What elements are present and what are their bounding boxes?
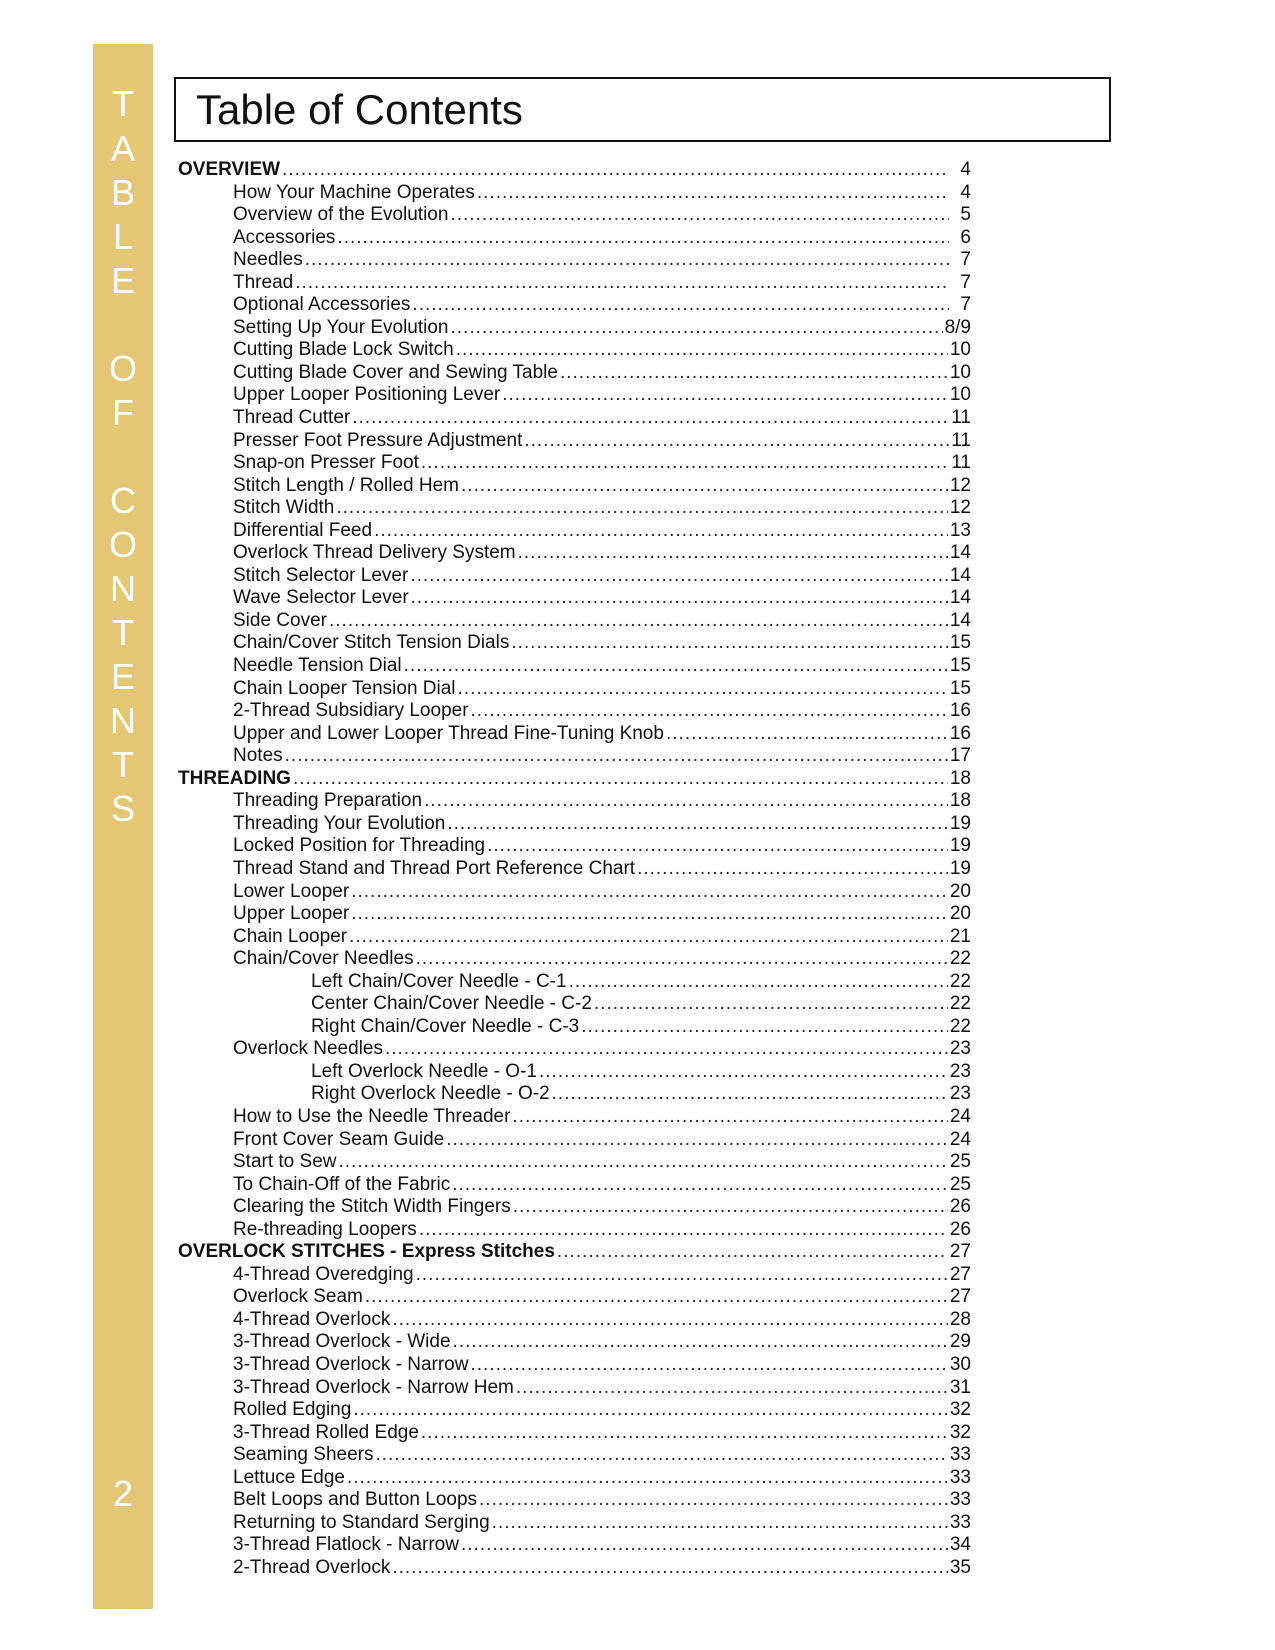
toc-list — [178, 159, 971, 1579]
toc-page-number: 33 — [949, 1466, 971, 1488]
toc-entry-label: Cutting Blade Lock Switch — [233, 339, 454, 361]
toc-entry[interactable] — [178, 1061, 971, 1084]
toc-entry[interactable] — [178, 1016, 971, 1039]
sidebar-letter: E — [110, 656, 135, 697]
toc-page-number: 7 — [960, 294, 971, 316]
toc-entry[interactable] — [178, 903, 971, 926]
dot-leader — [351, 903, 948, 926]
toc-page-number: 17 — [949, 745, 971, 767]
dot-leader — [479, 1489, 948, 1512]
dot-leader — [424, 790, 948, 813]
dot-leader — [513, 1196, 948, 1219]
dot-leader — [351, 881, 948, 904]
toc-page-number: 27 — [949, 1286, 971, 1308]
dot-leader — [305, 249, 949, 272]
toc-entry-label: 3-Thread Rolled Edge — [233, 1421, 419, 1443]
toc-page-number: 35 — [949, 1556, 971, 1578]
toc-entry[interactable] — [178, 1331, 971, 1354]
toc-entry-label: Overlock Seam — [233, 1286, 363, 1308]
toc-entry-label: Thread Cutter — [233, 407, 351, 429]
dot-leader — [450, 204, 949, 227]
toc-entry[interactable] — [178, 1264, 971, 1287]
toc-entry-label: Front Cover Seam Guide — [233, 1128, 445, 1150]
dot-leader — [385, 1038, 948, 1061]
toc-page-number: 4 — [960, 159, 971, 180]
dot-leader — [447, 813, 948, 836]
toc-page-number: 12 — [949, 474, 971, 496]
toc-entry[interactable] — [178, 813, 971, 836]
dot-leader — [487, 835, 948, 858]
toc-entry[interactable] — [178, 881, 971, 904]
toc-page-number: 12 — [949, 497, 971, 519]
toc-entry[interactable] — [178, 1489, 971, 1512]
dot-leader — [471, 700, 948, 723]
toc-entry[interactable] — [178, 1444, 971, 1467]
toc-entry[interactable] — [178, 1422, 971, 1445]
toc-entry-label: Notes — [233, 745, 283, 767]
toc-entry[interactable] — [178, 452, 971, 475]
toc-entry-label: Overlock Thread Delivery System — [233, 542, 516, 564]
toc-entry-label: 4-Thread Overedging — [233, 1263, 414, 1285]
dot-leader — [329, 610, 948, 633]
toc-entry[interactable] — [178, 745, 971, 768]
toc-entry-label: Needle Tension Dial — [233, 655, 402, 677]
toc-page-number: 19 — [949, 812, 971, 834]
toc-entry-label: Chain/Cover Stitch Tension Dials — [233, 632, 510, 654]
dot-leader — [353, 1399, 948, 1422]
toc-entry[interactable] — [178, 700, 971, 723]
toc-entry[interactable] — [178, 1354, 971, 1377]
toc-entry-label: Lettuce Edge — [233, 1466, 345, 1488]
sidebar-letter: O — [108, 524, 137, 565]
toc-entry-label: Wave Selector Lever — [233, 587, 409, 609]
toc-entry-label: Stitch Width — [233, 497, 335, 519]
dot-leader — [502, 384, 948, 407]
toc-entry-label: Left Overlock Needle - O-1 — [311, 1060, 537, 1082]
toc-page-number: 20 — [949, 880, 971, 902]
toc-page-number: 33 — [949, 1489, 971, 1511]
toc-entry-label: Upper Looper — [233, 903, 350, 925]
toc-entry-label: Rolled Edging — [233, 1399, 352, 1421]
dot-leader — [518, 542, 948, 565]
toc-entry-label: THREADING — [178, 767, 291, 789]
toc-page-number: 21 — [949, 925, 971, 947]
toc-entry[interactable] — [178, 587, 971, 610]
toc-entry[interactable] — [178, 993, 971, 1016]
dot-leader — [539, 1061, 948, 1084]
dot-leader — [492, 1512, 948, 1535]
toc-entry[interactable] — [178, 1038, 971, 1061]
toc-page-number: 30 — [949, 1353, 971, 1375]
toc-section-heading[interactable] — [178, 159, 971, 182]
dot-leader — [458, 678, 948, 701]
toc-page-number: 18 — [949, 790, 971, 812]
dot-leader — [594, 993, 948, 1016]
toc-section-heading[interactable] — [178, 1241, 971, 1264]
dot-leader — [581, 1016, 948, 1039]
toc-entry-label: Optional Accessories — [233, 294, 411, 316]
toc-entry-label: Needles — [233, 249, 303, 271]
toc-page-number: 24 — [949, 1105, 971, 1127]
toc-entry-label: Chain Looper — [233, 925, 348, 947]
toc-entry[interactable] — [178, 1377, 971, 1400]
toc-entry[interactable] — [178, 362, 971, 385]
toc-entry-label: Right Overlock Needle - O-2 — [311, 1083, 550, 1105]
toc-entry[interactable] — [178, 610, 971, 633]
toc-entry[interactable] — [178, 678, 971, 701]
toc-page-number: 26 — [949, 1196, 971, 1218]
toc-entry[interactable] — [178, 520, 971, 543]
toc-entry[interactable] — [178, 317, 971, 340]
dot-leader — [511, 632, 948, 655]
toc-entry-label: How Your Machine Operates — [233, 181, 475, 203]
toc-entry-label: Center Chain/Cover Needle - C-2 — [311, 993, 592, 1015]
toc-entry-label: Snap-on Presser Foot — [233, 452, 419, 474]
toc-entry[interactable] — [178, 1083, 971, 1106]
toc-page-number: 22 — [949, 948, 971, 970]
toc-page-number: 32 — [949, 1421, 971, 1443]
dot-leader — [421, 1422, 948, 1445]
toc-page-number: 33 — [949, 1444, 971, 1466]
toc-entry-label: Lower Looper — [233, 880, 350, 902]
toc-page-number: 7 — [960, 271, 971, 293]
toc-page-number: 6 — [960, 226, 971, 248]
dot-leader — [374, 520, 948, 543]
toc-entry[interactable] — [178, 475, 971, 498]
toc-entry-label: Thread Stand and Thread Port Reference Chart — [233, 857, 636, 879]
toc-page-number: 32 — [949, 1399, 971, 1421]
dot-leader — [347, 1467, 948, 1490]
dot-leader — [392, 1557, 948, 1580]
dot-leader — [461, 475, 948, 498]
toc-page-number: 28 — [949, 1308, 971, 1330]
dot-leader — [337, 227, 949, 250]
toc-page-number: 15 — [949, 677, 971, 699]
toc-entry-label: Start to Sew — [233, 1151, 337, 1173]
dot-leader — [295, 272, 949, 295]
toc-page-number: 18 — [949, 767, 971, 789]
toc-page-number: 19 — [949, 835, 971, 857]
toc-page-number: 14 — [949, 609, 971, 631]
toc-entry[interactable] — [178, 565, 971, 588]
toc-entry-label: OVERLOCK STITCHES - Express Stitches — [178, 1241, 555, 1263]
dot-leader — [470, 1354, 947, 1377]
dot-leader — [352, 407, 949, 430]
toc-page-number: 8/9 — [944, 316, 971, 338]
toc-entry[interactable] — [178, 272, 971, 295]
dot-leader — [456, 339, 948, 362]
toc-page-number: 4 — [960, 181, 971, 203]
toc-page-number: 14 — [949, 542, 971, 564]
toc-entry[interactable] — [178, 1534, 971, 1557]
toc-entry[interactable] — [178, 1399, 971, 1422]
toc-page-number: 23 — [949, 1083, 971, 1105]
sidebar-band — [93, 44, 153, 1609]
toc-page-number: 14 — [949, 564, 971, 586]
toc-entry-label: Stitch Selector Lever — [233, 564, 409, 586]
toc-entry-label: OVERVIEW — [178, 159, 281, 180]
dot-leader — [461, 1534, 948, 1557]
dot-leader — [365, 1286, 948, 1309]
toc-page-number: 31 — [949, 1376, 971, 1398]
toc-entry-label: Re-threading Loopers — [233, 1218, 417, 1240]
toc-page-number: 22 — [949, 1015, 971, 1037]
dot-leader — [285, 745, 948, 768]
toc-page-number: 11 — [951, 429, 971, 451]
toc-entry[interactable] — [178, 204, 971, 227]
toc-entry-label: How to Use the Needle Threader — [233, 1105, 511, 1127]
toc-page-number: 19 — [949, 857, 971, 879]
toc-page-number: 15 — [949, 632, 971, 654]
dot-leader — [552, 1083, 948, 1106]
dot-leader — [560, 362, 948, 385]
toc-entry[interactable] — [178, 497, 971, 520]
toc-entry-label: Chain/Cover Needles — [233, 948, 414, 970]
dot-leader — [392, 1309, 948, 1332]
toc-entry[interactable] — [178, 249, 971, 272]
sidebar-letter: L — [112, 216, 134, 257]
sidebar-letter: N — [110, 568, 136, 609]
toc-entry[interactable] — [178, 723, 971, 746]
toc-entry[interactable] — [178, 790, 971, 813]
sidebar-letter: A — [110, 128, 135, 169]
toc-entry-label: Side Cover — [233, 609, 327, 631]
sidebar-letter: T — [112, 744, 134, 785]
toc-entry-label: Seaming Sheers — [233, 1444, 374, 1466]
toc-entry[interactable] — [178, 1309, 971, 1332]
toc-entry[interactable] — [178, 1557, 971, 1580]
toc-entry[interactable] — [178, 971, 971, 994]
toc-page-number: 34 — [949, 1534, 971, 1556]
toc-entry[interactable] — [178, 926, 971, 949]
toc-page-number: 11 — [951, 452, 971, 474]
dot-leader — [349, 926, 948, 949]
dot-leader — [666, 723, 948, 746]
toc-entry[interactable] — [178, 1219, 971, 1242]
toc-page-number: 16 — [949, 700, 971, 722]
dot-leader — [412, 294, 949, 317]
toc-entry-label: Differential Feed — [233, 519, 373, 541]
toc-entry-label: 3-Thread Overlock - Narrow — [233, 1353, 469, 1375]
sidebar-letter: T — [112, 83, 134, 124]
sidebar-letter: F — [112, 392, 134, 433]
toc-entry-label: Cutting Blade Cover and Sewing Table — [233, 361, 558, 383]
toc-entry-label: 2-Thread Overlock — [233, 1556, 391, 1578]
toc-section-heading[interactable] — [178, 768, 971, 791]
toc-page-number: 14 — [949, 587, 971, 609]
toc-entry[interactable] — [178, 1512, 971, 1535]
page-title: Table of Contents — [196, 86, 523, 133]
toc-entry[interactable] — [178, 1286, 971, 1309]
toc-entry[interactable] — [178, 542, 971, 565]
dot-leader — [404, 655, 948, 678]
toc-entry-label: Upper and Lower Looper Thread Fine-Tuning Knob — [233, 722, 664, 744]
toc-entry[interactable] — [178, 1174, 971, 1197]
toc-page-number: 16 — [949, 722, 971, 744]
toc-entry-label: Left Chain/Cover Needle - C-1 — [311, 970, 567, 992]
toc-entry-label: Chain Looper Tension Dial — [233, 677, 456, 699]
toc-entry[interactable] — [178, 632, 971, 655]
toc-entry-label: Accessories — [233, 226, 336, 248]
toc-page-number: 25 — [949, 1173, 971, 1195]
sidebar-letter: N — [110, 700, 136, 741]
dot-leader — [293, 768, 948, 791]
sidebar-letter: E — [110, 260, 135, 301]
dot-leader — [339, 1151, 948, 1174]
toc-entry[interactable] — [178, 227, 971, 250]
toc-entry-label: Thread — [233, 271, 294, 293]
toc-page-number: 10 — [949, 361, 971, 383]
toc-entry[interactable] — [178, 858, 971, 881]
dot-leader — [477, 182, 949, 205]
toc-page-number: 15 — [949, 655, 971, 677]
toc-entry[interactable] — [178, 835, 971, 858]
dot-leader — [569, 971, 948, 994]
toc-page-number: 13 — [949, 519, 971, 541]
toc-page-number: 26 — [949, 1218, 971, 1240]
toc-entry[interactable] — [178, 948, 971, 971]
toc-entry-label: Belt Loops and Button Loops — [233, 1489, 478, 1511]
toc-entry-label: Threading Your Evolution — [233, 812, 446, 834]
dot-leader — [411, 587, 948, 610]
toc-entry[interactable] — [178, 407, 971, 430]
toc-entry-label: Stitch Length / Rolled Hem — [233, 474, 460, 496]
toc-entry-label: 3-Thread Overlock - Narrow Hem — [233, 1376, 514, 1398]
sidebar-letter: O — [108, 348, 137, 389]
toc-page-number: 7 — [960, 249, 971, 271]
toc-entry[interactable] — [178, 294, 971, 317]
toc-entry-label: Overlock Needles — [233, 1038, 383, 1060]
toc-entry[interactable] — [178, 1151, 971, 1174]
toc-entry-label: To Chain-Off of the Fabric — [233, 1173, 451, 1195]
toc-page-number: 10 — [949, 339, 971, 361]
dot-leader — [512, 1106, 947, 1129]
toc-entry[interactable] — [178, 384, 971, 407]
toc-entry[interactable] — [178, 655, 971, 678]
title-box — [174, 77, 1111, 142]
dot-leader — [451, 317, 943, 340]
toc-entry[interactable] — [178, 182, 971, 205]
toc-entry-label: 3-Thread Flatlock - Narrow — [233, 1534, 459, 1556]
dot-leader — [637, 858, 948, 881]
toc-page-number: 33 — [949, 1511, 971, 1533]
toc-entry-label: Clearing the Stitch Width Fingers — [233, 1196, 511, 1218]
toc-entry[interactable] — [178, 1106, 971, 1129]
sidebar-letter: S — [110, 788, 135, 829]
toc-entry[interactable] — [178, 1196, 971, 1219]
toc-page-number: 25 — [949, 1151, 971, 1173]
toc-entry-label: Setting Up Your Evolution — [233, 316, 449, 338]
toc-page-number: 23 — [949, 1060, 971, 1082]
dot-leader — [446, 1129, 948, 1152]
dot-leader — [336, 497, 947, 520]
toc-entry-label: 3-Thread Overlock - Wide — [233, 1331, 451, 1353]
toc-entry-label: Locked Position for Threading — [233, 835, 486, 857]
sidebar-letter: C — [110, 480, 136, 521]
dot-leader — [557, 1241, 948, 1264]
toc-page-number: 22 — [949, 970, 971, 992]
toc-entry[interactable] — [178, 1467, 971, 1490]
dot-leader — [419, 1219, 948, 1242]
dot-leader — [452, 1174, 948, 1197]
dot-leader — [410, 565, 948, 588]
page-number: 2 — [112, 1473, 134, 1514]
toc-entry[interactable] — [178, 339, 971, 362]
toc-page-number: 27 — [949, 1241, 971, 1263]
toc-entry-label: Overview of the Evolution — [233, 204, 449, 226]
toc-entry-label: Returning to Standard Serging — [233, 1511, 490, 1533]
toc-entry-label: Upper Looper Positioning Lever — [233, 384, 501, 406]
dot-leader — [416, 948, 948, 971]
toc-page-number: 5 — [960, 204, 971, 226]
dot-leader — [421, 452, 949, 475]
dot-leader — [524, 430, 949, 453]
sidebar-letter: T — [112, 612, 134, 653]
dot-leader — [416, 1264, 948, 1287]
toc-page-number: 24 — [949, 1128, 971, 1150]
toc-page-number: 27 — [949, 1263, 971, 1285]
toc-page-number: 22 — [949, 993, 971, 1015]
toc-page-number: 11 — [951, 407, 971, 429]
toc-entry-label: 4-Thread Overlock — [233, 1308, 391, 1330]
toc-entry-label: Presser Foot Pressure Adjustment — [233, 429, 523, 451]
toc-entry[interactable] — [178, 430, 971, 453]
toc-entry-label: Threading Preparation — [233, 790, 423, 812]
dot-leader — [516, 1377, 948, 1400]
dot-leader — [453, 1331, 948, 1354]
toc-page-number: 10 — [949, 384, 971, 406]
toc-entry[interactable] — [178, 1129, 971, 1152]
toc-page-number: 29 — [949, 1331, 971, 1353]
toc-page-number: 23 — [949, 1038, 971, 1060]
dot-leader — [282, 159, 949, 182]
toc-entry-label: Right Chain/Cover Needle - C-3 — [311, 1015, 580, 1037]
sidebar-letter: B — [110, 172, 135, 213]
dot-leader — [375, 1444, 947, 1467]
toc-page-number: 20 — [949, 903, 971, 925]
toc-entry-label: 2-Thread Subsidiary Looper — [233, 700, 469, 722]
